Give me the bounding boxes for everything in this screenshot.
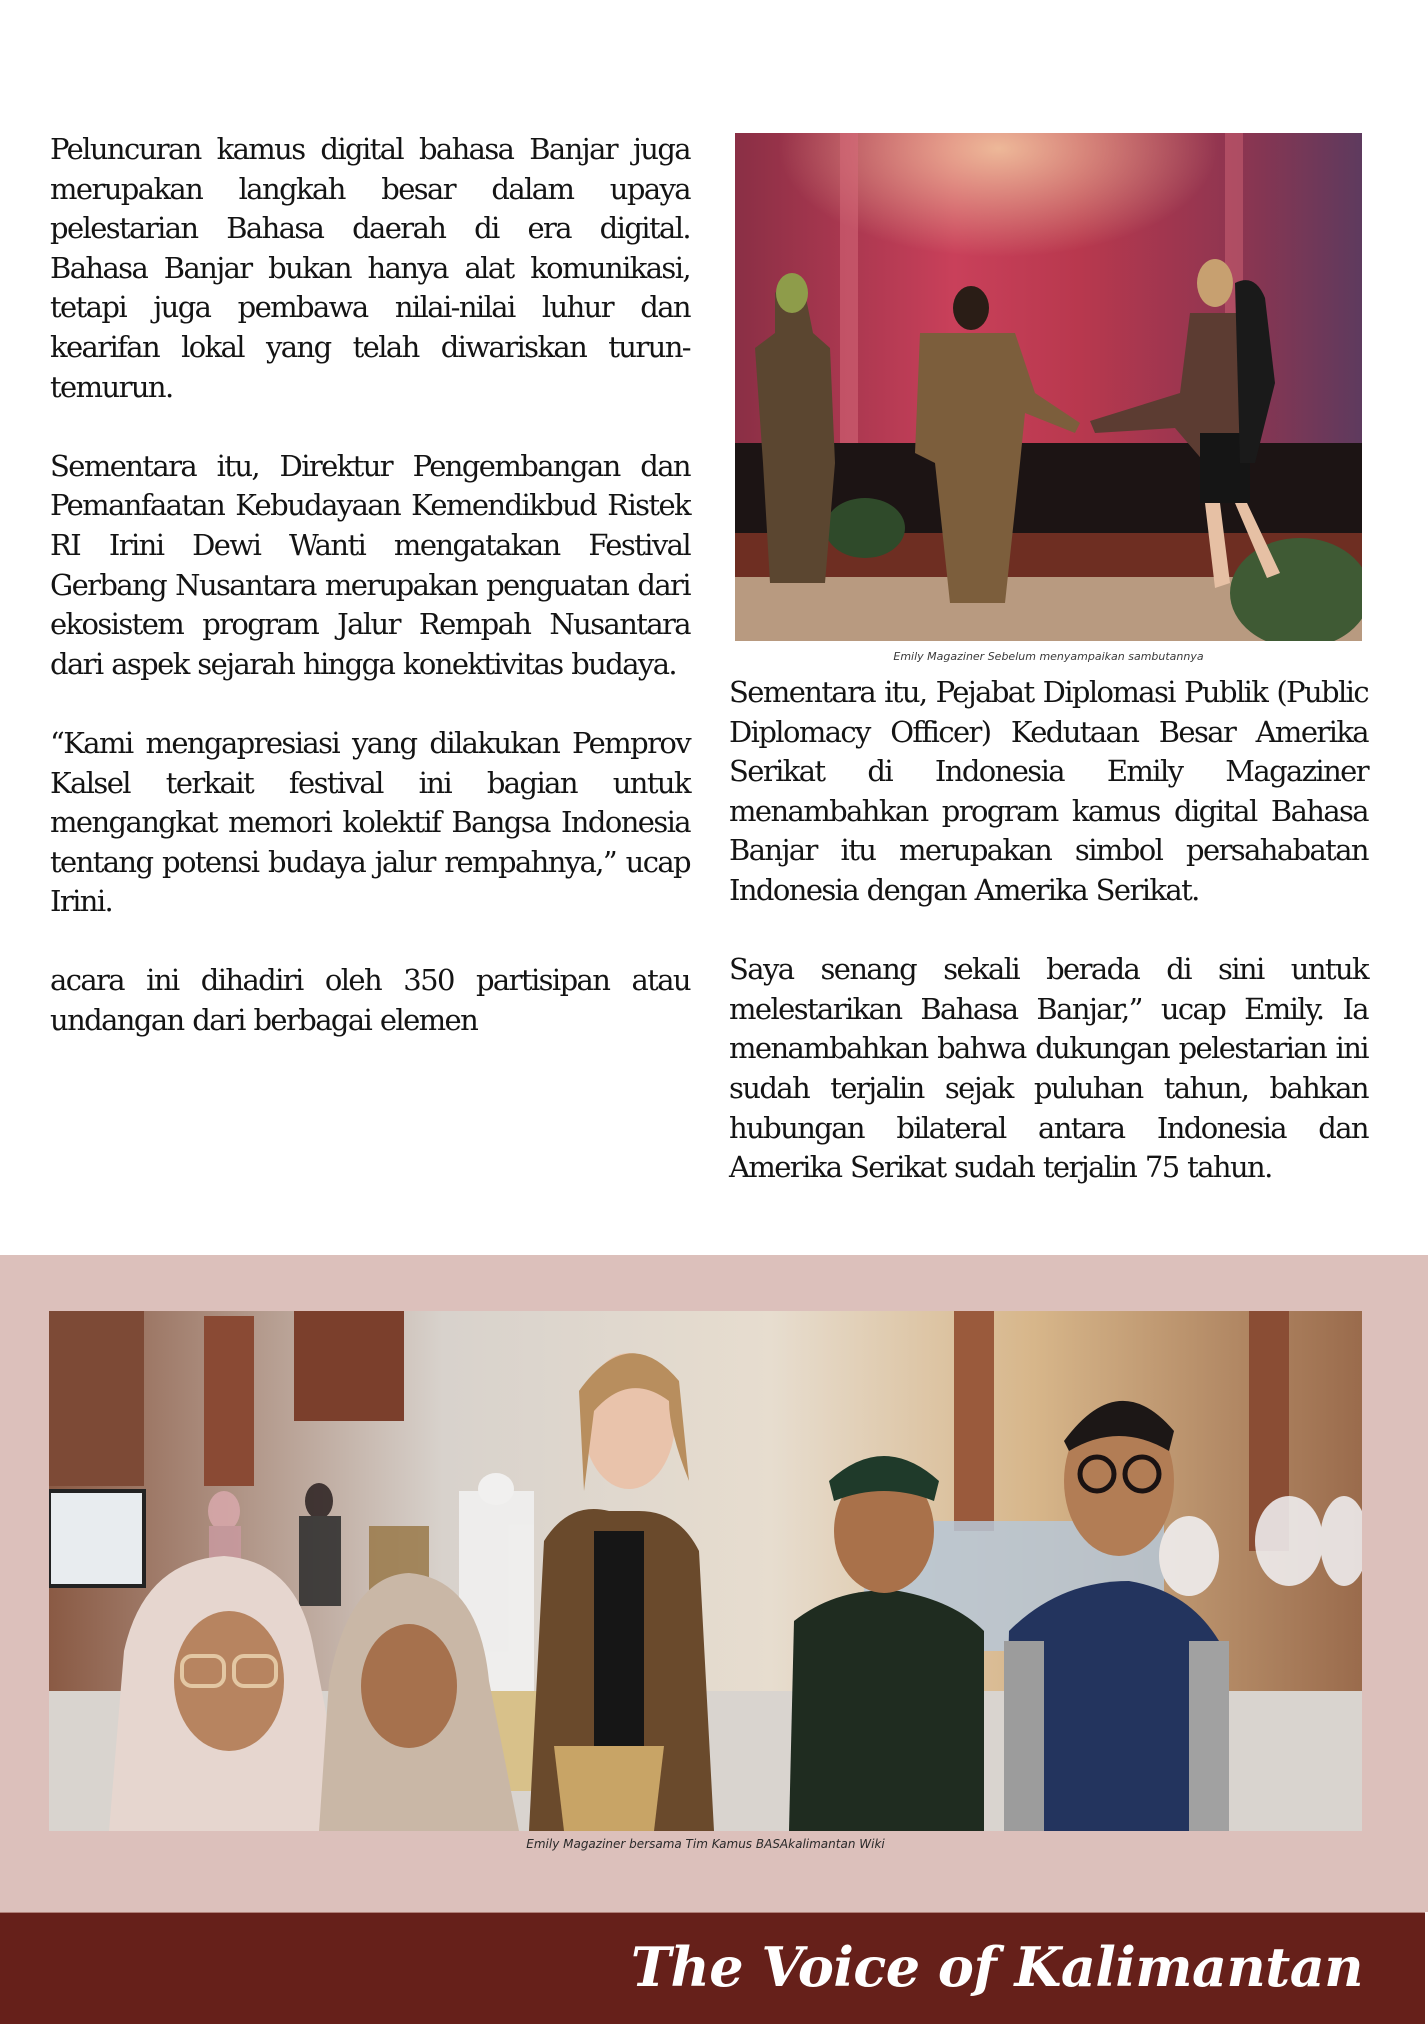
paragraph-kamus-digital: Peluncuran kamus digital bahasa Banjar juga merupakan langkah besar dalam upaya pelestarian Bahasa daerah di era digital. Bahasa Banjar bukan hanya alat komunikasi, tetapi juga pembawa nilai-nilai luhur dan kearifan lokal yang telah diwariskan turun-temurun. — [50, 132, 690, 404]
woven-basket — [554, 1746, 664, 1831]
article-left-column — [50, 130, 690, 1041]
photo-handshake — [735, 133, 1362, 641]
paragraph-pejabat-diplomasi: Sementara itu, Pejabat Diplomasi Publik (Public Diplomacy Officer) Kedutaan Besar Amerika Serikat di Indonesia Emily Magaziner menambahkan program kamus digital Bahasa Banjar itu merupakan simbol persahabatan Indonesia dengan Amerika Serikat. — [729, 675, 1368, 907]
article-right-column — [729, 673, 1368, 1188]
photo-caption-top: Emily Magaziner Sebelum menyampaikan sambutannya — [893, 650, 1204, 663]
paragraph-quote-emily: Saya senang sekali berada di sini untuk melestarikan Bahasa Banjar,” ucap Emily. Ia menambahkan bahwa dukungan pelestarian ini sudah terjalin sejak puluhan tahun, bahkan hubungan bilateral antara Indonesia dan Amerika Serikat sudah terjalin 75 tahun. — [729, 952, 1368, 1185]
publication-title: The Voice of Kalimantan — [630, 1935, 1363, 1999]
paragraph-participants: acara ini dihadiri oleh 350 partisipan atau undangan dari berbagai elemen — [50, 963, 690, 1038]
paragraph-direktur: Sementara itu, Direktur Pengembangan dan Pemanfaatan Kebudayaan Kemendikbud Ristek RI Irini Dewi Wanti mengatakan Festival Gerbang Nusantara merupakan penguatan dari ekosistem program Jalur Rempah Nusantara dari aspek sejarah hingga konektivitas budaya. — [50, 448, 690, 681]
photo-caption-bottom: Emily Magaziner bersama Tim Kamus BASAkalimantan Wiki — [526, 1837, 885, 1851]
photo-group-illustration — [49, 1311, 1362, 1831]
paragraph-quote-irini: “Kami mengapresiasi yang dilakukan Pemprov Kalsel terkait festival ini bagian untuk mengangkat memori kolektif Bangsa Indonesia tentang potensi budaya jalur rempahnya,” ucap Irini. — [50, 725, 690, 919]
tv-screen — [49, 1491, 144, 1586]
footer-banner — [0, 1912, 1425, 2024]
photo-handshake-illustration — [735, 133, 1362, 641]
person-4 — [789, 1590, 984, 1831]
photo-group — [49, 1311, 1362, 1831]
